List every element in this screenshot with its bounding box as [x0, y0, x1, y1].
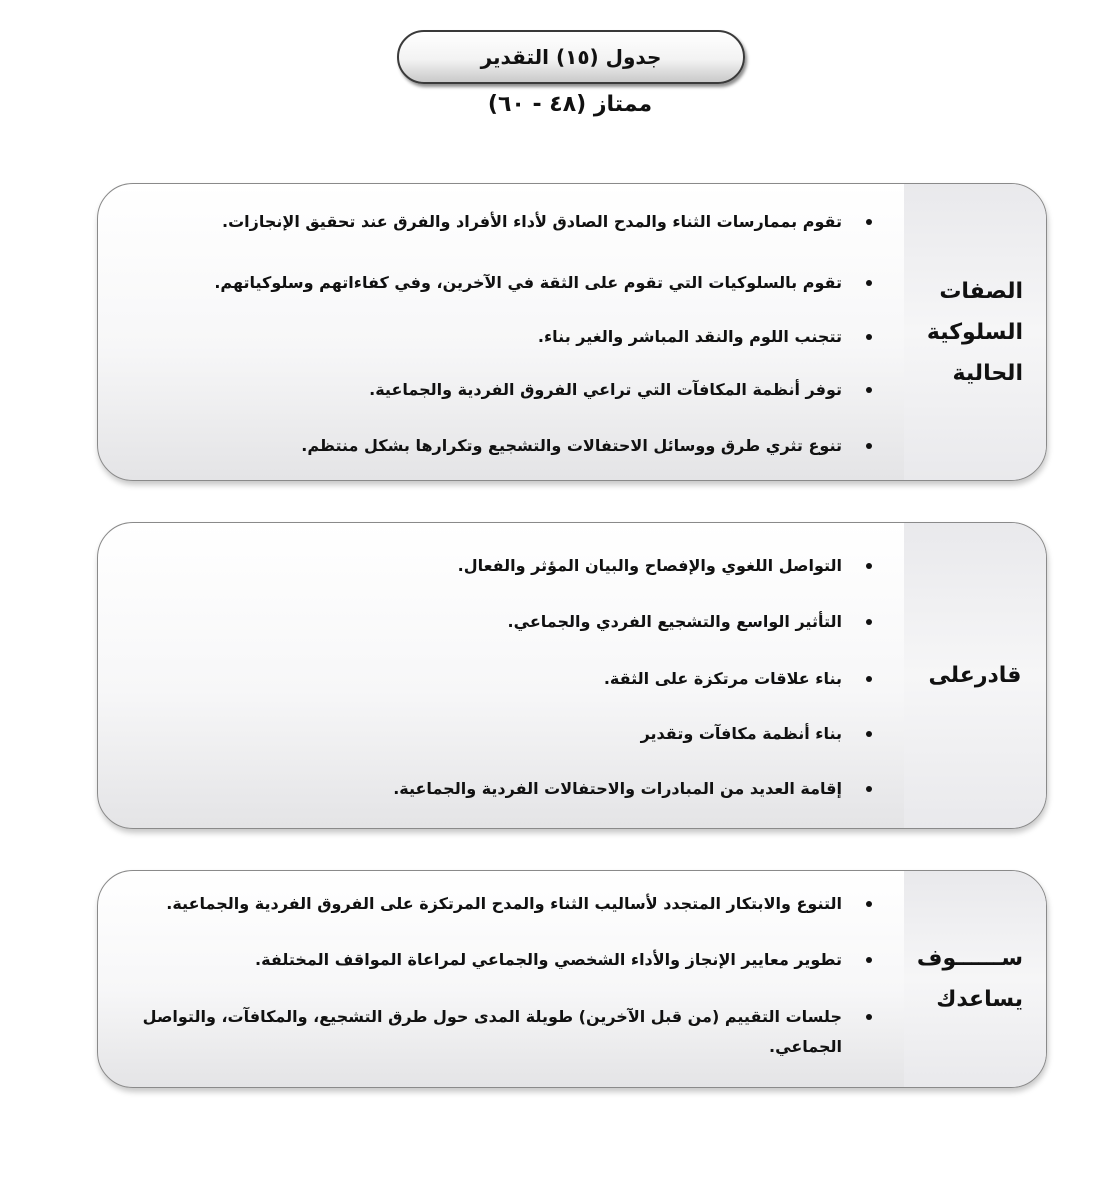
list-item: تقوم بممارسات الثناء والمدح الصادق لأداء الأفراد والفرق عند تحقيق الإنجازات.	[128, 207, 904, 237]
section-label-line: الحالية	[952, 360, 1023, 386]
section-label	[916, 938, 1023, 1020]
section-will-help-you	[97, 870, 1047, 1088]
list-item: إقامة العديد من المبادرات والاحتفالات الفردية والجماعية.	[128, 774, 904, 804]
list-item: التنوع والابتكار المتجدد لأساليب الثناء والمدح المرتكزة على الفروق الفردية والجماعية.	[128, 889, 904, 919]
rating-subtitle: ممتاز (٤٨ - ٦٠)	[487, 91, 653, 117]
section-label-line: الصفات	[939, 278, 1023, 304]
list-item: جلسات التقييم (من قبل الآخرين) طويلة المدى حول طرق التشجيع، والمكافآت، والتواصل الجماعي.	[128, 1002, 904, 1062]
list-item: بناء أنظمة مكافآت وتقدير	[128, 719, 904, 749]
list-item: تتجنب اللوم والنقد المباشر والغير بناء.	[128, 322, 904, 352]
list-item: التأثير الواسع والتشجيع الفردي والجماعي.	[128, 607, 904, 637]
section-label-line: السلوكية	[926, 319, 1023, 345]
list-item: التواصل اللغوي والإفصاح والبيان المؤثر والفعال.	[128, 551, 904, 581]
table-title: جدول (١٥) التقدير	[480, 45, 662, 69]
section-capable-of	[97, 522, 1047, 829]
section-label-cell	[904, 871, 1046, 1087]
table-title-pill	[397, 30, 745, 84]
list-item: توفر أنظمة المكافآت التي تراعي الفروق الفردية والجماعية.	[128, 375, 904, 405]
section-label-line: يساعدك	[936, 987, 1023, 1012]
bullet-list	[98, 871, 904, 1087]
section-label-cell	[904, 184, 1046, 480]
section-label-line: ســــــوف	[916, 946, 1023, 971]
bullet-list	[98, 523, 904, 828]
list-item: تقوم بالسلوكيات التي تقوم على الثقة في الآخرين، وفي كفاءاتهم وسلوكياتهم.	[128, 268, 904, 298]
bullet-list	[98, 184, 904, 480]
section-label	[927, 271, 1023, 394]
section-current-behaviors	[97, 183, 1047, 481]
section-label-cell	[904, 523, 1046, 828]
list-item: تطوير معايير الإنجاز والأداء الشخصي والجماعي لمراعاة المواقف المختلفة.	[128, 945, 904, 975]
section-label-line: قادرعلى	[928, 663, 1022, 688]
list-item: بناء علاقات مرتكزة على الثقة.	[128, 664, 904, 694]
section-label	[927, 655, 1023, 696]
list-item: تنوع تثري طرق ووسائل الاحتفالات والتشجيع وتكرارها بشكل منتظم.	[128, 431, 904, 461]
